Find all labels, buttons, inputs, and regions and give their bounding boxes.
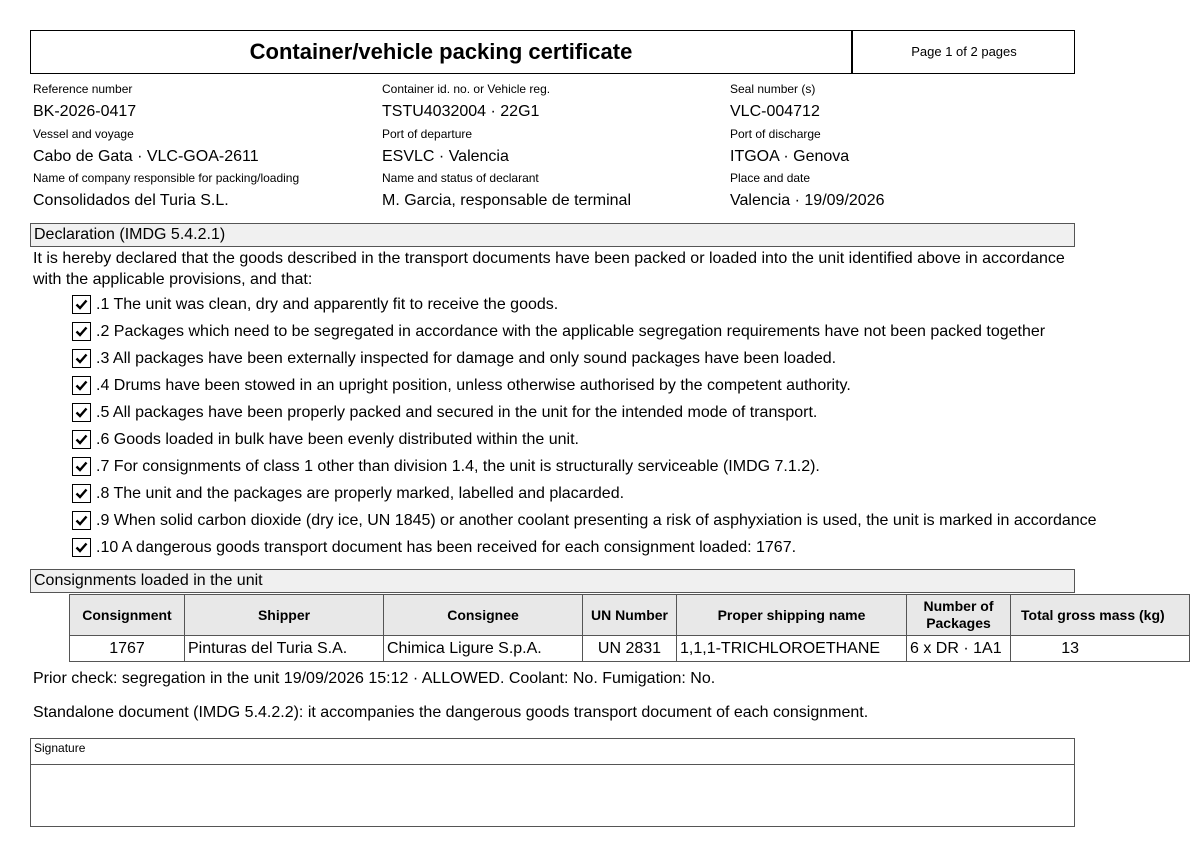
checklist-item-text: .3 All packages have been externally inspected for damage and only sound packages have been loaded. <box>96 350 837 367</box>
checklist-item-text: .9 When solid carbon dioxide (dry ice, UN 1845) or another coolant presenting a risk of asphyxiation is used, the unit is marked in accordance <box>96 512 1097 529</box>
prior-check-note: Prior check: segregation in the unit 19/09/2026 15:12 · ALLOWED. Coolant: No. Fumigation: No. <box>33 670 716 687</box>
column-header-un-number: UN Number <box>583 595 677 636</box>
checkmark-icon <box>75 433 88 446</box>
checklist-item-text: .6 Goods loaded in bulk have been evenly distributed within the unit. <box>96 431 579 448</box>
checklist-item <box>72 537 1172 559</box>
seal-number-value: VLC-004712 <box>730 103 820 120</box>
table-header-row <box>70 595 1190 636</box>
standalone-document-note: Standalone document (IMDG 5.4.2.2): it accompanies the dangerous goods transport document of each consignment. <box>33 704 869 721</box>
checklist-item-text: .2 Packages which need to be segregated in accordance with the applicable segregation requirements have not been packed together <box>96 323 1046 340</box>
checkmark-icon <box>75 298 88 311</box>
shipper-cell: Pinturas del Turia S.A. <box>185 636 384 662</box>
reference-number-value: BK-2026-0417 <box>33 103 137 120</box>
document-title: Container/vehicle packing certificate <box>249 39 633 64</box>
declaration-checklist <box>72 294 1097 564</box>
checkbox-checked[interactable] <box>72 484 91 503</box>
checkmark-icon <box>75 406 88 419</box>
checkbox-checked[interactable] <box>72 430 91 449</box>
vessel-voyage-value: Cabo de Gata · VLC-GOA-2611 <box>33 148 259 165</box>
column-header-shipper: Shipper <box>185 595 384 636</box>
checklist-item <box>72 375 1172 397</box>
checkmark-icon <box>75 325 88 338</box>
checklist-item <box>72 294 1172 316</box>
checklist-item-text: .1 The unit was clean, dry and apparently fit to receive the goods. <box>96 296 559 313</box>
container-id-label: Container id. no. or Vehicle reg. <box>382 82 551 96</box>
checklist-item <box>72 321 1172 343</box>
total-gross-mass-cell: 13 <box>1011 636 1190 662</box>
table-row <box>70 636 1190 662</box>
column-header-total-gross-mass: Total gross mass (kg) <box>1011 595 1190 636</box>
checkbox-checked[interactable] <box>72 538 91 557</box>
column-header-number-of-packages: Number of Packages <box>907 595 1011 636</box>
checkbox-checked[interactable] <box>72 376 91 395</box>
checkmark-icon <box>75 379 88 392</box>
consignments-table-wrapper <box>69 594 1165 664</box>
packing-company-value: Consolidados del Turia S.L. <box>33 192 229 209</box>
column-header-proper-shipping-name: Proper shipping name <box>677 595 907 636</box>
checkmark-icon <box>75 352 88 365</box>
checklist-item-text: .10 A dangerous goods transport document has been received for each consignment loaded: 1767. <box>96 539 797 556</box>
port-discharge-value: ITGOA · Genova <box>730 148 850 165</box>
column-header-consignee: Consignee <box>384 595 583 636</box>
checkbox-checked[interactable] <box>72 511 91 530</box>
consignee-cell: Chimica Ligure S.p.A. <box>384 636 583 662</box>
checkbox-checked[interactable] <box>72 295 91 314</box>
port-discharge-label: Port of discharge <box>730 127 821 141</box>
port-departure-label: Port of departure <box>382 127 473 141</box>
seal-number-label: Seal number (s) <box>730 82 816 96</box>
container-id-value: TSTU4032004 · 22G1 <box>382 103 540 120</box>
un-number-cell: UN 2831 <box>583 636 677 662</box>
proper-shipping-name-cell: 1,1,1-TRICHLOROETHANE <box>677 636 907 662</box>
checkmark-icon <box>75 514 88 527</box>
port-departure-value: ESVLC · Valencia <box>382 148 509 165</box>
checkmark-icon <box>75 460 88 473</box>
page-indicator: Page 1 of 2 pages <box>851 31 1075 73</box>
number-of-packages-cell: 6 x DR · 1A1 <box>907 636 1011 662</box>
declaration-heading: Declaration (IMDG 5.4.2.1) <box>30 223 1075 247</box>
checklist-item <box>72 510 1172 532</box>
checklist-item <box>72 402 1172 424</box>
checkbox-checked[interactable] <box>72 457 91 476</box>
checkmark-icon <box>75 541 88 554</box>
checkbox-checked[interactable] <box>72 403 91 422</box>
checklist-item <box>72 348 1172 370</box>
reference-number-label: Reference number <box>33 82 133 96</box>
declarant-value: M. Garcia, responsable de terminal <box>382 192 631 209</box>
signature-label: Signature <box>31 739 1074 765</box>
checklist-item-text: .5 All packages have been properly packed and secured in the unit for the intended mode of transport. <box>96 404 818 421</box>
checklist-item <box>72 483 1172 505</box>
checklist-item <box>72 429 1172 451</box>
place-date-value: Valencia · 19/09/2026 <box>730 192 885 209</box>
checkbox-checked[interactable] <box>72 322 91 341</box>
title-box <box>30 30 1075 74</box>
checklist-item <box>72 456 1172 478</box>
checkmark-icon <box>75 487 88 500</box>
column-header-consignment: Consignment <box>70 595 185 636</box>
consignment-cell: 1767 <box>70 636 185 662</box>
consignments-table <box>69 594 1190 662</box>
vessel-voyage-label: Vessel and voyage <box>33 127 134 141</box>
checklist-item-text: .7 For consignments of class 1 other than division 1.4, the unit is structurally serviceable (IMDG 7.1.2). <box>96 458 820 475</box>
place-date-label: Place and date <box>730 171 811 185</box>
declarant-label: Name and status of declarant <box>382 171 539 185</box>
checkbox-checked[interactable] <box>72 349 91 368</box>
declaration-intro: It is hereby declared that the goods described in the transport documents have been packed or loaded into the unit identified above in accordance with the applicable provisions, and that: <box>33 250 1065 288</box>
consignments-heading: Consignments loaded in the unit <box>30 569 1075 593</box>
checklist-item-text: .8 The unit and the packages are properly marked, labelled and placarded. <box>96 485 625 502</box>
signature-box <box>30 738 1075 827</box>
checklist-item-text: .4 Drums have been stowed in an upright position, unless otherwise authorised by the competent authority. <box>96 377 851 394</box>
packing-company-label: Name of company responsible for packing/loading <box>33 171 300 185</box>
